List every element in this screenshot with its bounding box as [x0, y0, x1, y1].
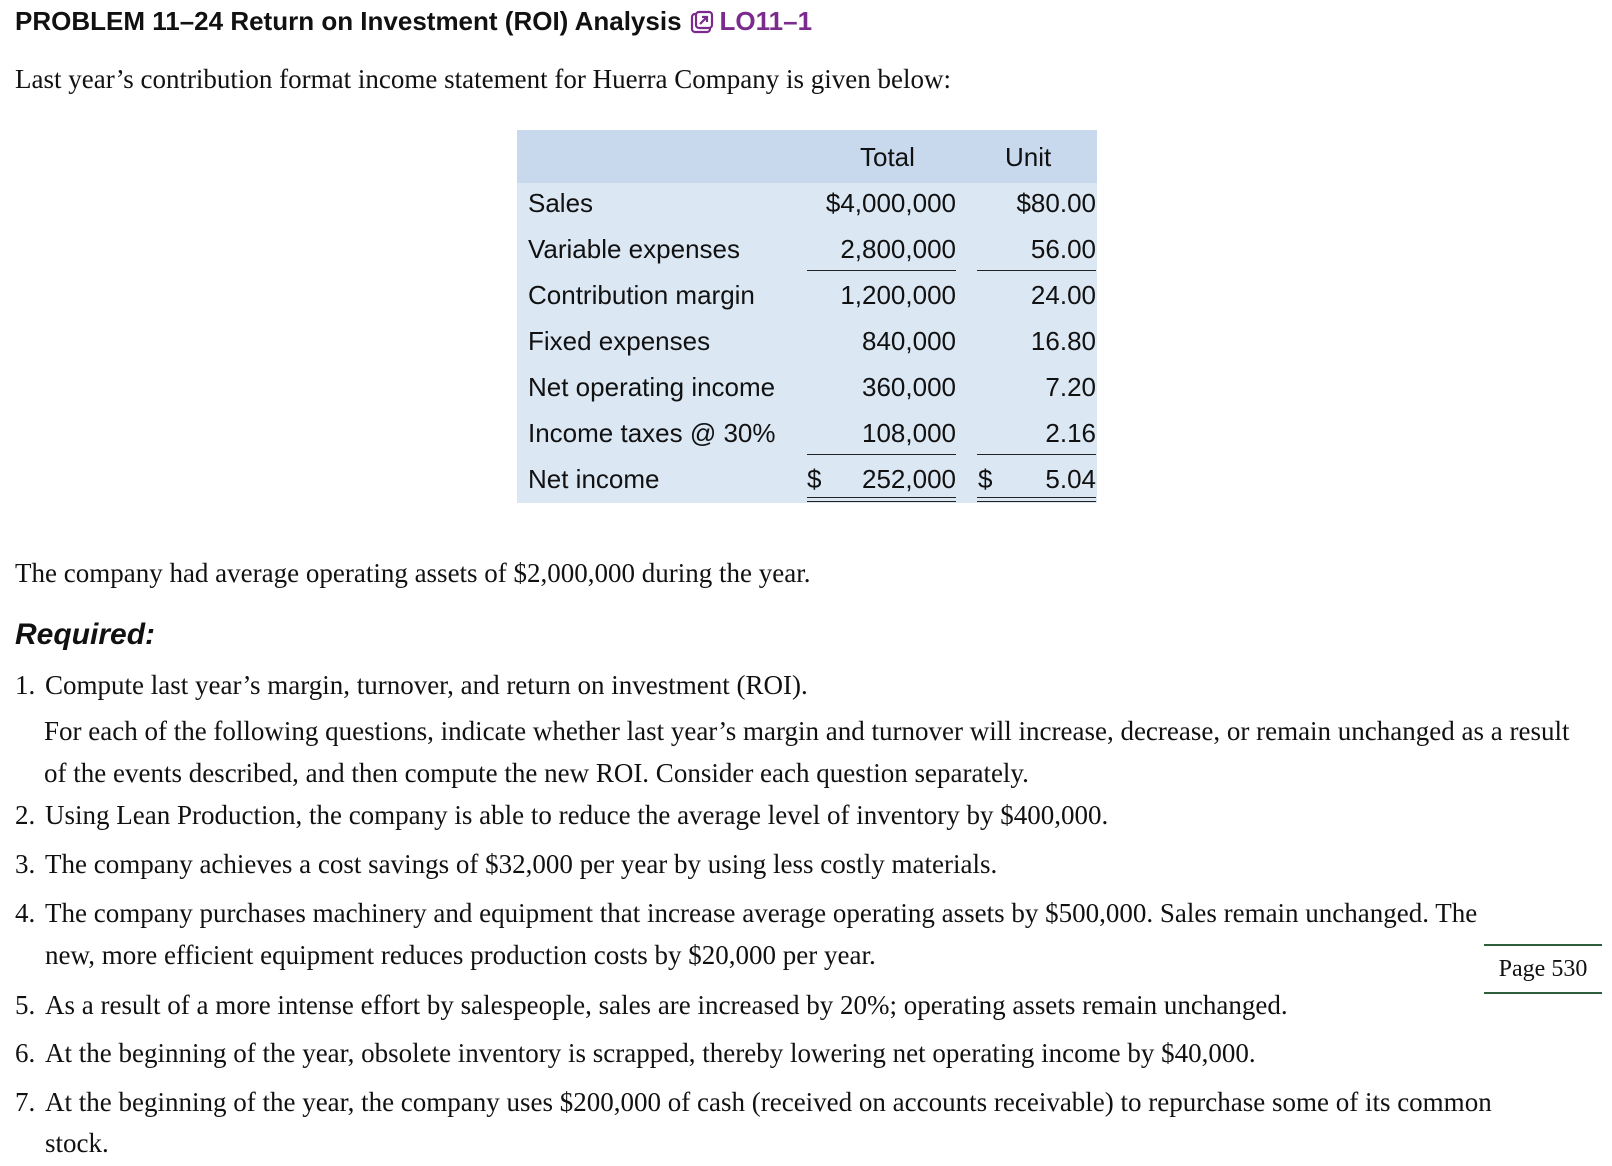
currency-symbol: $: [978, 464, 993, 494]
row-label: Sales: [528, 188, 594, 218]
row-total: $4,000,000: [825, 188, 956, 218]
item-text: Compute last year’s margin, turnover, and return on investment (ROI).: [45, 670, 808, 700]
page-marker: Page 530: [1484, 944, 1602, 994]
unit-underline: [977, 270, 1096, 271]
row-total: 840,000: [862, 326, 956, 356]
total-underline: [807, 454, 956, 455]
unit-double-underline: [977, 497, 1096, 502]
item-text: At the beginning of the year, the company uses $200,000 of cash (received on accounts receivable) to repurchase some of its common: [45, 1087, 1492, 1117]
table-header: [517, 130, 1097, 183]
row-total: 2,800,000: [840, 234, 956, 264]
table-row: [517, 275, 1097, 321]
item-number: 5.: [15, 990, 36, 1020]
row-unit: 56.00: [1030, 234, 1096, 264]
column-header-total: Total: [860, 142, 915, 172]
row-label: Net income: [528, 464, 660, 494]
table-row: [517, 183, 1097, 229]
row-total: 360,000: [862, 372, 956, 402]
item-text: stock.: [45, 1128, 109, 1158]
row-unit: 5.04: [1045, 464, 1096, 494]
row-total: 252,000: [862, 464, 956, 494]
item-text: Using Lean Production, the company is able to reduce the average level of inventory by $400,000.: [45, 800, 1109, 830]
item-text: At the beginning of the year, obsolete inventory is scrapped, thereby lowering net operating income by $40,000.: [45, 1038, 1256, 1068]
item-number: 3.: [15, 849, 36, 879]
income-statement-table: [517, 130, 1097, 503]
row-label: Net operating income: [528, 372, 776, 402]
row-unit: 16.80: [1030, 326, 1096, 356]
row-total: 108,000: [862, 418, 956, 448]
item-text: new, more efficient equipment reduces production costs by $20,000 per year.: [45, 940, 876, 970]
external-link-icon[interactable]: [690, 10, 714, 34]
instruction-text: For each of the following questions, indicate whether last year’s margin and turnover will increase, decrease, or remain unchanged as a result of the events described, and then compute the new ROI. Consider each question separately.: [44, 716, 1570, 788]
row-unit: 24.00: [1030, 280, 1096, 310]
learning-objective-link[interactable]: LO11–1: [719, 6, 813, 36]
row-label: Variable expenses: [528, 234, 740, 264]
item-text: The company purchases machinery and equipment that increase average operating assets by $500,000. Sales remain unchanged. The: [45, 898, 1478, 928]
row-label: Fixed expenses: [528, 326, 711, 356]
table-row: [517, 413, 1097, 459]
row-label: Income taxes @ 30%: [528, 418, 776, 448]
item-number: 6.: [15, 1038, 36, 1068]
intro-text: Last year’s contribution format income statement for Huerra Company is given below:: [15, 64, 951, 94]
item-text: The company achieves a cost savings of $32,000 per year by using less costly materials.: [45, 849, 998, 879]
item-number: 7.: [15, 1087, 36, 1117]
item-number: 1.: [15, 670, 36, 700]
problem-title-text: PROBLEM 11–24 Return on Investment (ROI) Analysis: [15, 6, 682, 36]
item-number: 4.: [15, 898, 36, 928]
table-row: [517, 367, 1097, 413]
table-row: [517, 229, 1097, 275]
required-heading: Required:: [15, 618, 156, 651]
total-double-underline: [807, 497, 956, 502]
row-total: 1,200,000: [840, 280, 956, 310]
item-text: As a result of a more intense effort by salespeople, sales are increased by 20%; operating assets remain unchanged.: [45, 990, 1288, 1020]
assets-text: The company had average operating assets of $2,000,000 during the year.: [15, 558, 811, 588]
column-header-unit: Unit: [1005, 142, 1052, 172]
row-unit: $80.00: [1016, 188, 1096, 218]
problem-title: [15, 6, 812, 37]
currency-symbol: $: [807, 464, 822, 494]
row-unit: 2.16: [1045, 418, 1096, 448]
item-number: 2.: [15, 800, 36, 830]
table-row: [517, 321, 1097, 367]
total-underline: [807, 270, 956, 271]
row-unit: 7.20: [1045, 372, 1096, 402]
unit-underline: [977, 454, 1096, 455]
row-label: Contribution margin: [528, 280, 755, 310]
